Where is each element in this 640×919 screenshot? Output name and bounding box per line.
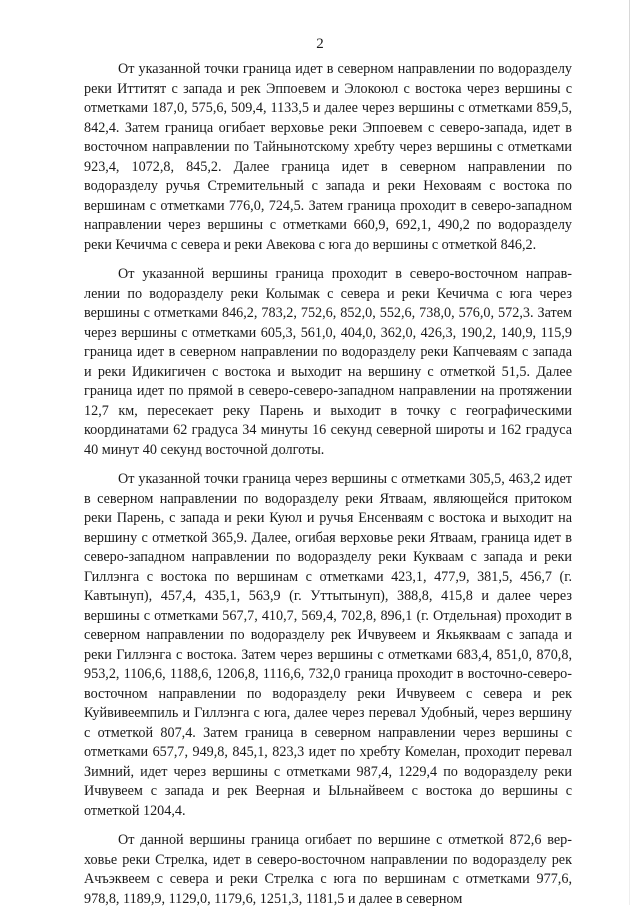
scan-edge-shadow bbox=[629, 0, 630, 905]
paragraph-2: От указанной вершины граница проходит в северо-восточном направлении по водоразделу реки Колымак с севера и реки Кечичма с юга через вершины с отметками 846,2, 783,2, 752,6, 852,0, 552,6, 738,0, 576,0, 572,3. Затем через вершины с отметками 605,3, 561,0, 404,0, 362,0, 426,3, 190,2, 140,9, 115,9 граница идет в северном направлении по водоразделу реки Капчеваям с запада и реки Идикигичен с востока и выходит на вершину с отметкой 51,5. Далее граница идет по прямой в северо-северо-западном направлении на протяжении 12,7 км, пересекает реку Парень и выходит в точку с географическими координатами 62 градуса 34 минуты 16 секунд северной широты и 162 градуса 40 минут 40 секунд восточной долготы. bbox=[84, 266, 572, 458]
paragraph-1: От указанной точки граница идет в северном направлении по водоразделу реки Иттитят с запада и рек Эппоевем и Элокоюл с востока через вершины с отметками 187,0, 575,6, 509,4, 1133,5 и далее через вершины с отметками 859,5, 842,4. Затем граница огибает верховье реки Эппоевем с северо-запада, идет в восточном направлении по Тайнынотскому хребту через вершины с отметками 923,4, 1072,8, 845,2. Далее граница идет в северном направлении по водоразделу ручья Стремительный с запада и реки Неховаям с востока по вершинам с отметками 776,0, 724,5. Затем граница проходит в северо-западном направлении через вершины с отметками 660,9, 692,1, 490,2 по водоразделу реки Кечичма с севера и реки Авекова с юга до вершины с отметкой 846,2. bbox=[84, 61, 572, 253]
paragraph-4: От данной вершины граница огибает по вершине с отметкой 872,6 верховье реки Стрелка, идет в северо-восточном направлении по водоразделу рек Ачъэквеем с севера и реки Стрелка с юга по вершинам с отметками 977,6, 978,8, 1189,9, 1129,0, 1179,6, 1251,3, 1181,5 и далее в северном bbox=[84, 832, 572, 907]
page-number: 2 bbox=[316, 36, 324, 52]
paragraph-3: От указанной точки граница через вершины с отметками 305,5, 463,2 идет в северном направлении по водоразделу реки Ятваам, являющейся притоком реки Парень, с запада и реки Куюл и ручья Енсенваям с востока и выходит на вершину с отметкой 365,9. Далее, огибая верховье реки Ятваам, граница идет в северо-западном направлении по водоразделу реки Кукваам с запада и реки Гиллэнга с востока по вершинам с отметками 423,1, 477,9, 381,5, 456,7 (г. Кавтынуп), 457,4, 435,1, 563,9 (г. Уттытынуп), 388,8, 415,8 и далее через вершины с отметками 567,7, 410,7, 569,4, 702,8, 896,1 (г. Отдельная) проходит в северном направлении по водоразделу рек Ичвувеем и Якьякваам с запада и реки Гиллэнга с востока. Затем через вершины с отметками 683,4, 851,0, 870,8, 953,2, 1106,6, 1188,6, 1206,8, 1116,6, 732,0 граница проходит в восточно-северо-восточном направлении по водоразделу реки Ичвувеем с севера и рек Куйвивеемпиль и Гиллэнга с юга, далее через перевал Удобный, через вершину с отметкой 807,4. Затем граница в северном направлении через вершины с отметками 657,7, 949,8, 845,1, 823,3 идет по хребту Комелан, проходит перевал Зимний, идет через вершины с отметками 987,4, 1229,4 по водоразделу реки Ичвувеем с запада и рек Веерная и Ыльнайвеем с востока до вершины с отметкой 1204,4. bbox=[84, 471, 572, 819]
document-body bbox=[84, 60, 572, 919]
